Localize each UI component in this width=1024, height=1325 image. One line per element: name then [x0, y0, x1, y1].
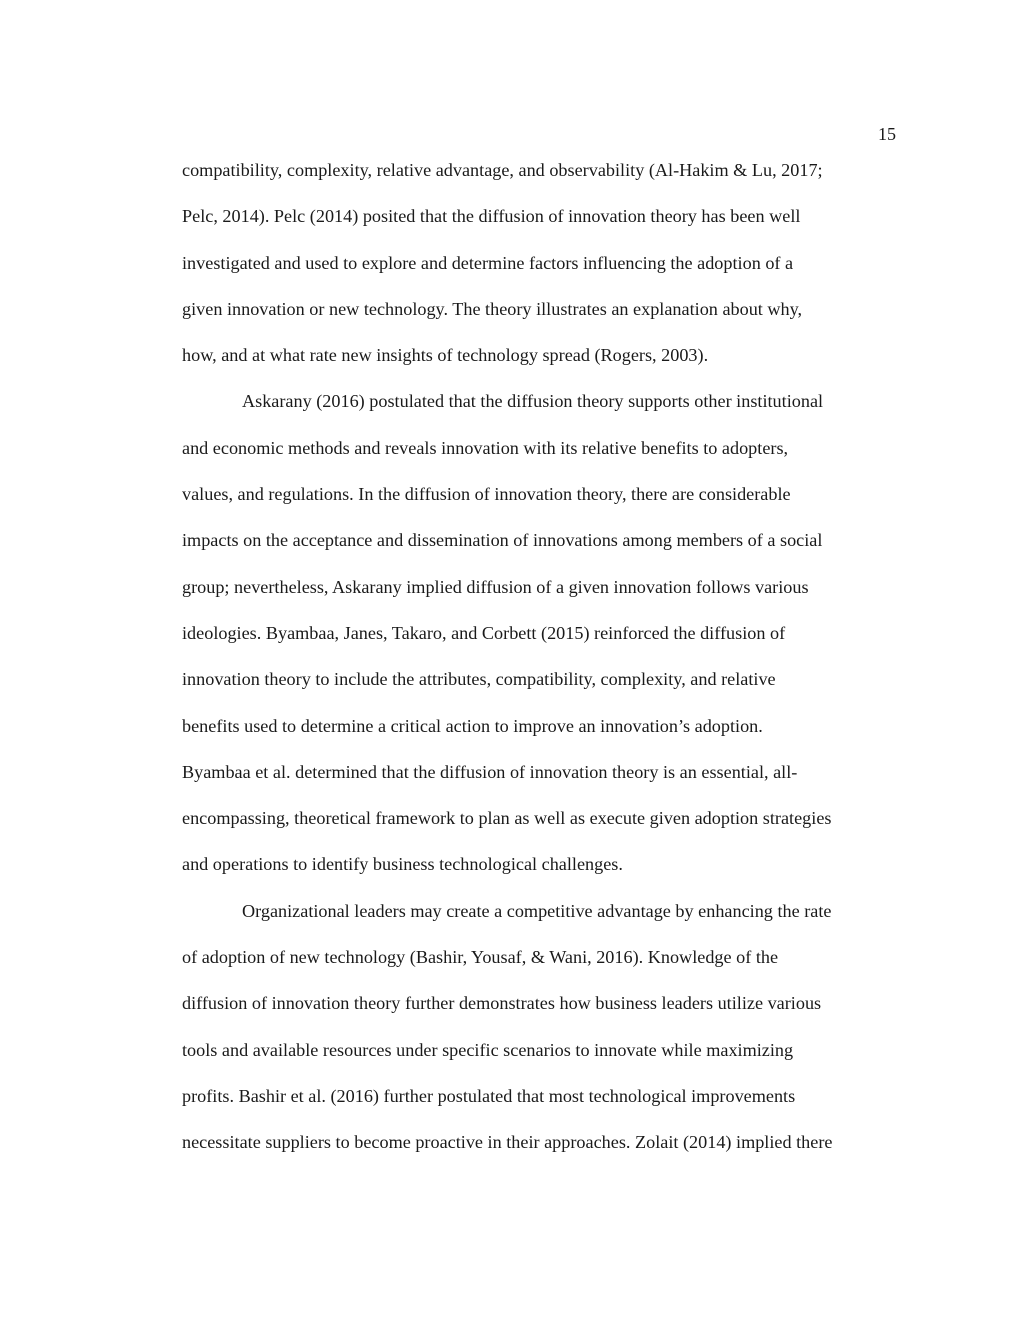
text-line: diffusion of innovation theory further demonstrates how business leaders utilize various — [182, 993, 822, 1014]
page-number: 15 — [878, 124, 896, 144]
text-line: Pelc, 2014). Pelc (2014) posited that the diffusion of innovation theory has been well — [182, 206, 801, 227]
text-line: and operations to identify business technological challenges. — [182, 854, 623, 875]
text-line: investigated and used to explore and determine factors influencing the adoption of a — [182, 252, 794, 273]
paragraph-first-line: Askarany (2016) postulated that the diffusion theory supports other institutional — [242, 391, 824, 412]
text-line: impacts on the acceptance and dissemination of innovations among members of a social — [182, 530, 823, 551]
text-line: values, and regulations. In the diffusion of innovation theory, there are considerable — [182, 484, 791, 505]
text-line: profits. Bashir et al. (2016) further postulated that most technological improvements — [182, 1085, 796, 1106]
text-line: how, and at what rate new insights of technology spread (Rogers, 2003). — [182, 345, 709, 366]
text-line: given innovation or new technology. The theory illustrates an explanation about why, — [182, 298, 803, 319]
text-line: ideologies. Byambaa, Janes, Takaro, and Corbett (2015) reinforced the diffusion of — [182, 622, 786, 643]
text-line: compatibility, complexity, relative advantage, and observability (Al-Hakim & Lu, 2017; — [182, 160, 823, 180]
text-line: and economic methods and reveals innovation with its relative benefits to adopters, — [182, 437, 789, 458]
text-line: benefits used to determine a critical action to improve an innovation’s adoption. — [182, 715, 763, 736]
text-line: Byambaa et al. determined that the diffusion of innovation theory is an essential, all- — [182, 761, 798, 782]
text-line: tools and available resources under specific scenarios to innovate while maximizing — [182, 1039, 794, 1060]
text-line: group; nevertheless, Askarany implied diffusion of a given innovation follows various — [182, 576, 809, 597]
paragraph-first-line: Organizational leaders may create a competitive advantage by enhancing the rate — [242, 900, 832, 921]
text-line: innovation theory to include the attributes, compatibility, complexity, and relative — [182, 669, 776, 690]
text-line: necessitate suppliers to become proactive in their approaches. Zolait (2014) implied there — [182, 1132, 833, 1153]
text-line: of adoption of new technology (Bashir, Yousaf, & Wani, 2016). Knowledge of the — [182, 947, 779, 968]
text-line: encompassing, theoretical framework to plan as well as execute given adoption strategies — [182, 808, 832, 829]
body-text — [182, 157, 902, 1176]
